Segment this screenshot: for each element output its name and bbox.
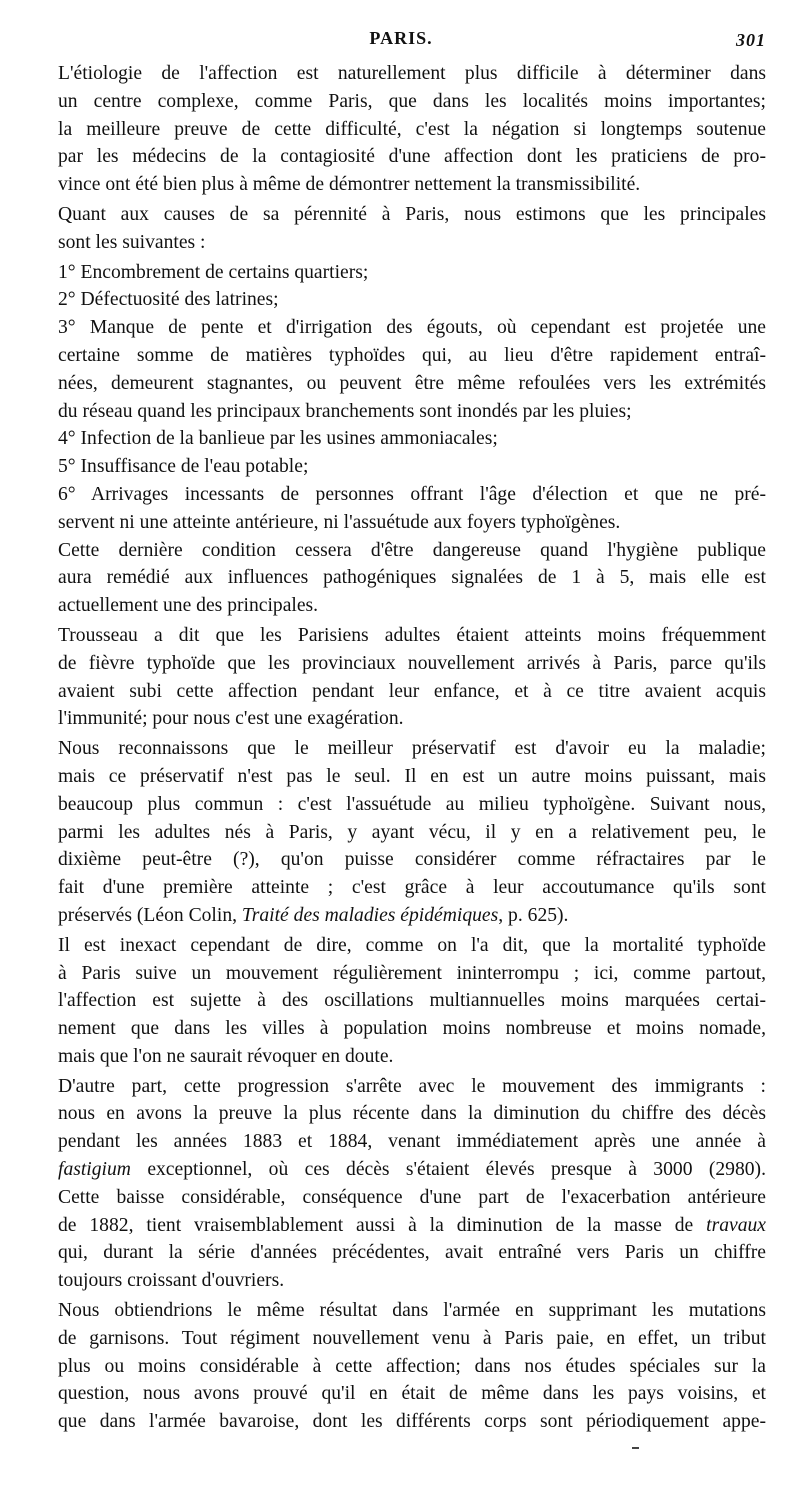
text-line: certaine somme de matières typhoïdes qui, au lieu d'être rapidement entraî-	[58, 344, 766, 366]
stray-mark	[632, 1447, 639, 1449]
paragraph	[36, 735, 766, 930]
book-title: Traité des maladies épidémiques	[241, 904, 499, 926]
body-text	[36, 60, 766, 1436]
text-line: 3° Manque de pente et d'irrigation des égouts, où cependant est projetée une	[58, 317, 766, 339]
italic-term: travaux	[706, 1214, 766, 1236]
text-line: l'immunité; pour nous c'est une exagération.	[58, 708, 404, 730]
text-line: de fièvre typhoïde que les provinciaux nouvellement arrivés à Paris, parce qu'ils	[58, 652, 766, 674]
text-line: nées, demeurent stagnantes, ou peuvent être même refoulées vers les extrémités	[58, 372, 766, 394]
paragraph	[36, 537, 766, 620]
text-line: plus ou moins considérable à cette affection; dans nos études spéciales sur la	[58, 1355, 766, 1377]
text-line: Quant aux causes de sa pérennité à Paris, nous estimons que les principales	[58, 203, 766, 225]
italic-term: fastigium	[58, 1159, 131, 1181]
paragraph	[36, 1297, 766, 1436]
text-line: à Paris suive un mouvement régulièrement ininterrompu ; ici, comme partout,	[58, 962, 766, 984]
text-fragment: , p. 625).	[498, 904, 569, 926]
text-line: Nous reconnaissons que le meilleur préservatif est d'avoir eu la maladie;	[58, 738, 766, 760]
text-line: D'autre part, cette progression s'arrête avec le mouvement des immigrants :	[58, 1075, 766, 1097]
list-item	[36, 453, 766, 481]
text-line: avaient subi cette affection pendant leur enfance, et à ce titre avaient acquis	[58, 680, 766, 702]
text-line: sont les suivantes :	[58, 231, 206, 253]
text-line: 2° Défectuosité des latrines;	[58, 289, 279, 311]
text-line: beaucoup plus commun : c'est l'assuétude au milieu typhoïgène. Suivant nous,	[58, 793, 766, 815]
text-line: 5° Insuffisance de l'eau potable;	[58, 456, 309, 478]
text-line: par les médecins de la contagiosité d'une affection dont les praticiens de pro-	[58, 146, 766, 168]
text-line	[36, 1212, 766, 1240]
text-fragment: exceptionnel, où ces décès s'étaient élevés presque à 3000 (2980).	[130, 1159, 766, 1181]
text-line: Cette dernière condition cessera d'être dangereuse quand l'hygiène publique	[58, 539, 766, 561]
paragraph	[36, 60, 766, 199]
text-line: dixième peut-être (?), qu'on puisse considérer comme réfractaires par le	[58, 849, 766, 871]
text-line: Nous obtiendrions le même résultat dans l'armée en supprimant les mutations	[58, 1300, 766, 1322]
page	[36, 28, 766, 1438]
running-title: PARIS.	[369, 28, 433, 48]
text-line: parmi les adultes nés à Paris, y ayant vécu, il y en a relativement peu, le	[58, 821, 766, 843]
text-line: un centre complexe, comme Paris, que dans les localités moins importantes;	[58, 90, 766, 112]
text-line: 6° Arrivages incessants de personnes offrant l'âge d'élection et que ne pré-	[58, 483, 766, 505]
list-item	[36, 481, 766, 537]
text-line: L'étiologie de l'affection est naturellement plus difficile à déterminer dans	[58, 63, 766, 84]
text-line: 4° Infection de la banlieue par les usines ammoniacales;	[58, 428, 498, 450]
text-line-with-citation	[36, 902, 766, 930]
text-line: mais ce préservatif n'est pas le seul. Il en est un autre moins puissant, mais	[58, 765, 766, 787]
text-line: servent ni une atteinte antérieure, ni l'assuétude aux foyers typhoïgènes.	[58, 511, 621, 533]
text-line: question, nous avons prouvé qu'il en était de même dans les pays voisins, et	[58, 1383, 766, 1405]
text-line: Trousseau a dit que les Parisiens adultes étaient atteints moins fréquemment	[58, 624, 766, 646]
text-line: actuellement une des principales.	[58, 595, 319, 617]
text-line: Il est inexact cependant de dire, comme on l'a dit, que la mortalité typhoïde	[58, 934, 766, 956]
list-item	[36, 286, 766, 314]
page-header	[36, 28, 766, 52]
list-item	[36, 425, 766, 453]
text-line: toujours croissant d'ouvriers.	[58, 1270, 285, 1292]
text-line: pendant les années 1883 et 1884, venant immédiatement après une année à	[58, 1131, 766, 1153]
text-line: fait d'une première atteinte ; c'est grâce à leur accoutumance qu'ils sont	[58, 877, 766, 899]
text-line: vince ont été bien plus à même de démontrer nettement la transmissibilité.	[58, 174, 641, 196]
text-line: l'affection est sujette à des oscillations multiannuelles moins marquées certai-	[58, 990, 766, 1012]
text-line: la meilleure preuve de cette difficulté, c'est la négation si longtemps soutenue	[58, 118, 766, 140]
text-line	[36, 1156, 766, 1184]
text-line: aura remédié aux influences pathogéniques signalées de 1 à 5, mais elle est	[58, 567, 766, 589]
text-fragment: préservés (Léon Colin,	[58, 904, 242, 926]
text-line: que dans l'armée bavaroise, dont les différents corps sont périodiquement appe-	[58, 1411, 766, 1433]
text-fragment: de 1882, tient vraisemblablement aussi à la diminution de la masse de	[58, 1214, 707, 1236]
text-line: du réseau quand les principaux branchements sont inondés par les pluies;	[58, 400, 632, 422]
text-line: qui, durant la série d'années précédentes, avait entraîné vers Paris un chiffre	[58, 1242, 766, 1264]
text-line: Cette baisse considérable, conséquence d'une part de l'exacerbation antérieure	[58, 1186, 766, 1208]
list-item	[36, 314, 766, 425]
page-number: 301	[736, 30, 766, 50]
paragraph	[36, 932, 766, 1071]
text-line: nement que dans les villes à population moins nombreuse et moins nomade,	[58, 1018, 766, 1040]
text-line: nous en avons la preuve la plus récente dans la diminution du chiffre des décès	[58, 1103, 766, 1125]
list-item	[36, 259, 766, 287]
paragraph	[36, 1073, 766, 1295]
text-line: mais que l'on ne saurait révoquer en doute.	[58, 1045, 394, 1067]
text-line: 1° Encombrement de certains quartiers;	[58, 261, 369, 283]
paragraph	[36, 622, 766, 733]
text-line: de garnisons. Tout régiment nouvellement venu à Paris paie, en effet, un tribut	[58, 1327, 766, 1349]
paragraph	[36, 201, 766, 257]
